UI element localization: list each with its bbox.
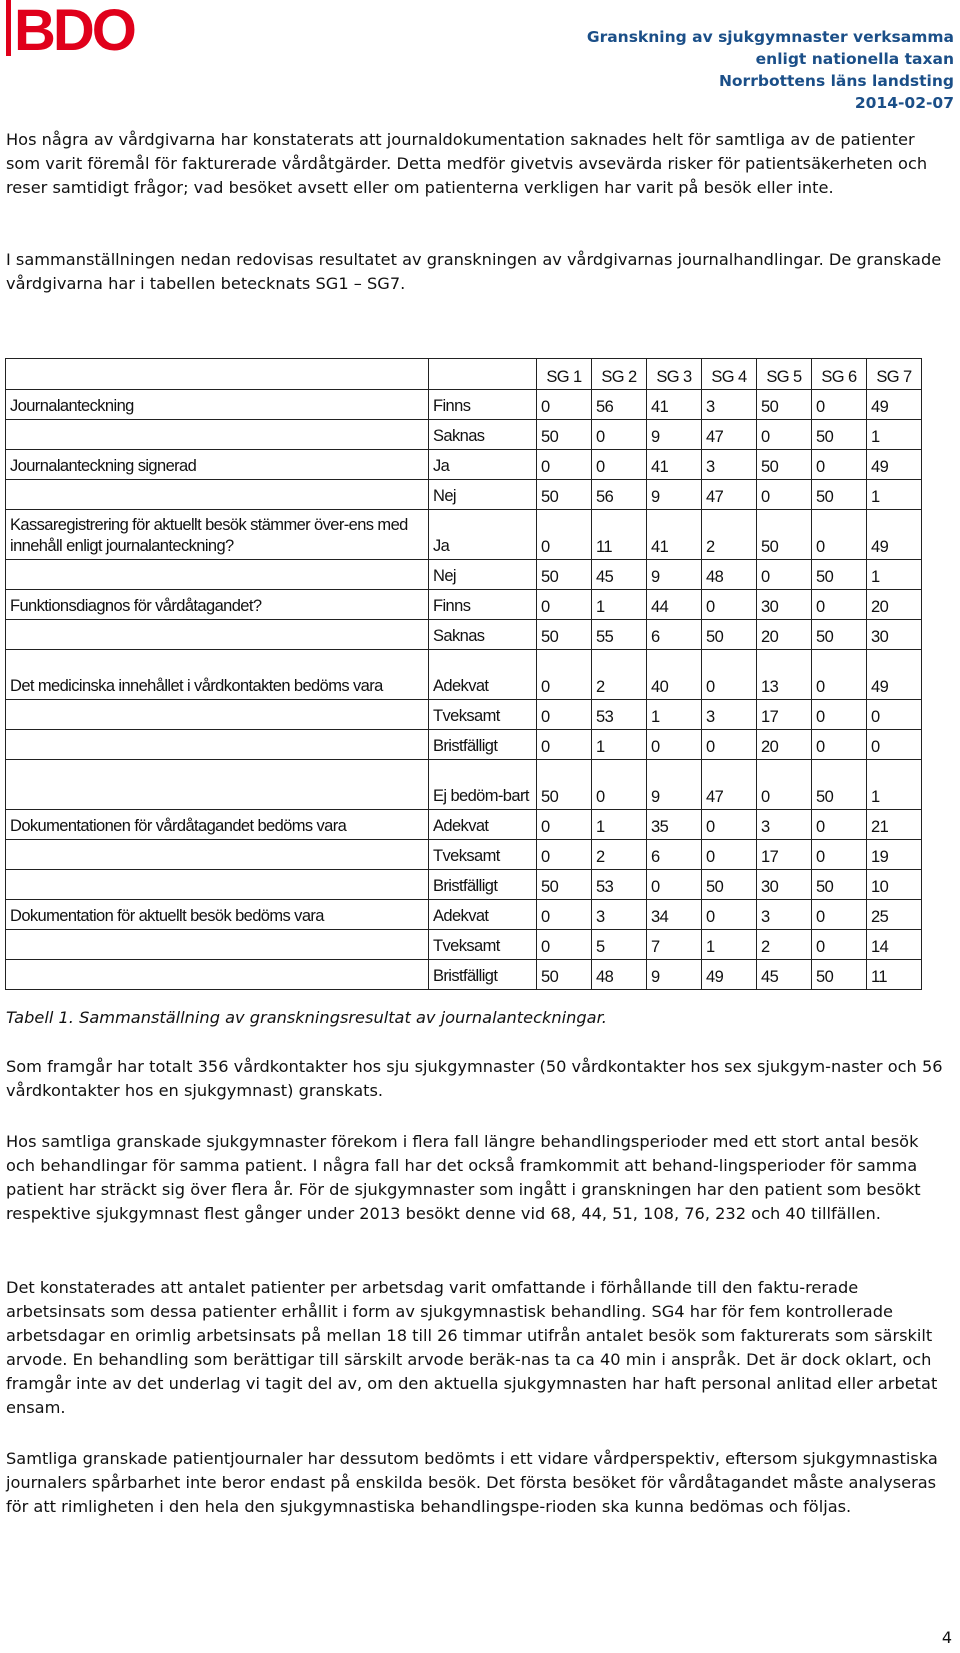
value-cell: 56 [592,390,647,420]
value-cell: 0 [812,390,867,420]
value-cell: 0 [702,730,757,760]
row-response: Tveksamt [429,930,537,960]
bdo-logo-mark [4,0,160,62]
value-cell: 25 [867,900,922,930]
row-response: Saknas [429,620,537,650]
table-row [6,810,922,840]
logo-text: BDO [14,0,134,62]
value-cell: 30 [757,590,812,620]
header-date: 2014-02-07 [854,94,954,112]
value-cell: 0 [867,700,922,730]
value-cell: 50 [757,510,812,560]
value-cell: 50 [812,560,867,590]
row-response: Nej [429,480,537,510]
value-cell: 0 [647,730,702,760]
value-cell: 50 [537,960,592,990]
value-cell: 0 [592,760,647,810]
value-cell: 0 [867,730,922,760]
value-cell: 50 [812,960,867,990]
value-cell: 0 [702,900,757,930]
value-cell: 19 [867,840,922,870]
value-cell: 2 [592,650,647,700]
body-paragraph-2: Hos samtliga granskade sjukgymnaster förekom i flera fall längre behandlingsperioder med ett stort antal besök och behandlingar för samma patient. I några fall har det också framkommit att behand-lingsperioder för samma patient har sträckt sig över flera år. För de sjukgymnaster som ingått i granskningen har den patient som besökt respektive sjukgymnast flest gånger under 2013 besökt denne vid 68, 44, 51, 108, 76, 232 och 40 tillfällen. [6,1132,921,1223]
value-cell: 0 [812,900,867,930]
value-cell: 17 [757,840,812,870]
row-response: Bristfälligt [429,870,537,900]
value-cell: 9 [647,760,702,810]
row-label: Det medicinska innehållet i vårdkontakten bedöms vara [6,650,429,700]
body-paragraph-4: Samtliga granskade patientjournaler har dessutom bedömts i ett vidare vårdperspektiv, eftersom sjukgymnastiska journalers spårbarhet inte beror endast på enskilda besök. Det första besöket för vårdåtagandet måste analyseras för att rimligheten i den hela den sjukgymnastiska behandlingspe-rioden ska kunna bedömas och följas. [6,1449,938,1516]
table-row [6,560,922,590]
table-header-row [6,359,922,390]
results-table [5,358,922,990]
value-cell: 0 [757,560,812,590]
header-title-line2: enligt nationella taxan [755,50,954,68]
row-label [6,930,429,960]
table-row [6,870,922,900]
value-cell: 0 [592,420,647,450]
value-cell: 50 [812,870,867,900]
row-response: Saknas [429,420,537,450]
bdo-logo [4,0,160,62]
header-empty-cell [6,359,429,390]
table-caption: Tabell 1. Sammanställning av granskningsresultat av journalanteckningar. [6,1008,607,1027]
row-label: Funktionsdiagnos för vårdåtagandet? [6,590,429,620]
value-cell: 11 [592,510,647,560]
value-cell: 0 [812,510,867,560]
value-cell: 3 [592,900,647,930]
row-label [6,420,429,450]
value-cell: 1 [592,730,647,760]
header-empty-cell [429,359,537,390]
value-cell: 3 [702,390,757,420]
value-cell: 1 [867,560,922,590]
value-cell: 0 [812,450,867,480]
value-cell: 50 [537,620,592,650]
value-cell: 0 [812,840,867,870]
row-response: Finns [429,390,537,420]
value-cell: 9 [647,480,702,510]
value-cell: 9 [647,420,702,450]
value-cell: 50 [812,620,867,650]
value-cell: 14 [867,930,922,960]
value-cell: 0 [537,390,592,420]
value-cell: 41 [647,510,702,560]
value-cell: 49 [867,650,922,700]
value-cell: 0 [757,420,812,450]
value-cell: 50 [537,760,592,810]
table-row [6,760,922,810]
value-cell: 2 [757,930,812,960]
value-cell: 53 [592,700,647,730]
row-label: Kassaregistrering för aktuellt besök stämmer över-ens med innehåll enligt journalanteckning? [6,510,429,560]
table-row [6,450,922,480]
value-cell: 49 [702,960,757,990]
value-cell: 0 [537,840,592,870]
row-response: Adekvat [429,650,537,700]
value-cell: 47 [702,480,757,510]
intro-paragraph-1: Hos några av vårdgivarna har konstaterats att journaldokumentation saknades helt för samtliga av de patienter som varit föremål för fakturerade vårdåtgärder. Detta medför givetvis avsevärda risker för patientsäkerheten och reser samtidigt frågor; vad besöket avsett eller om patienterna verkligen har varit på besök eller inte. [6,130,928,197]
value-cell: 20 [757,730,812,760]
value-cell: 0 [537,900,592,930]
row-label [6,840,429,870]
row-label: Journalanteckning signerad [6,450,429,480]
intro-paragraph-2: I sammanställningen nedan redovisas resultatet av granskningen av vårdgivarnas journalhandlingar. De granskade vårdgivarna har i tabellen betecknats SG1 – SG7. [6,250,942,293]
row-response: Adekvat [429,810,537,840]
row-response: Bristfälligt [429,730,537,760]
value-cell: 49 [867,510,922,560]
value-cell: 50 [537,870,592,900]
table-row [6,930,922,960]
value-cell: 40 [647,650,702,700]
body-paragraph-3: Det konstaterades att antalet patienter per arbetsdag varit omfattande i förhållande till den faktu-rerade arbetsinsats som dessa patienter erhållit i form av sjukgymnastisk behandling. SG4 har för fem kontrollerade arbetsdagar en orimlig arbetsinsats på mellan 18 till 26 timmar utifrån antalet besök som fakturerats som särskilt arvode. En behandling som berättigar till särskilt arvode beräk-nas ta ca 40 min i anspråk. Det är dock oklart, och framgår inte av det underlag vi tagit del av, om den aktuella sjukgymnasten har haft personal anlitad eller arbetat ensam. [6,1278,938,1417]
table-row [6,730,922,760]
table-row [6,900,922,930]
value-cell: 20 [757,620,812,650]
row-label: Dokumentation för aktuellt besök bedöms vara [6,900,429,930]
value-cell: 50 [702,620,757,650]
value-cell: 6 [647,840,702,870]
column-header: SG 4 [702,359,757,390]
table-row [6,510,922,560]
value-cell: 56 [592,480,647,510]
row-label [6,560,429,590]
value-cell: 0 [757,760,812,810]
value-cell: 0 [812,930,867,960]
row-label [6,760,429,810]
row-response: Finns [429,590,537,620]
value-cell: 1 [867,760,922,810]
value-cell: 20 [867,590,922,620]
value-cell: 50 [812,760,867,810]
value-cell: 2 [702,510,757,560]
row-label: Dokumentationen för vårdåtagandet bedöms vara [6,810,429,840]
value-cell: 53 [592,870,647,900]
value-cell: 11 [867,960,922,990]
value-cell: 50 [757,450,812,480]
value-cell: 2 [592,840,647,870]
value-cell: 48 [702,560,757,590]
value-cell: 21 [867,810,922,840]
value-cell: 30 [867,620,922,650]
value-cell: 0 [537,810,592,840]
value-cell: 0 [812,700,867,730]
row-response: Nej [429,560,537,590]
value-cell: 0 [812,730,867,760]
value-cell: 3 [702,450,757,480]
value-cell: 0 [537,700,592,730]
value-cell: 34 [647,900,702,930]
value-cell: 49 [867,450,922,480]
value-cell: 0 [647,870,702,900]
column-header: SG 3 [647,359,702,390]
row-response: Tveksamt [429,700,537,730]
column-header: SG 7 [867,359,922,390]
header-title-line1: Granskning av sjukgymnaster verksamma [586,28,954,46]
value-cell: 13 [757,650,812,700]
row-response: Ja [429,450,537,480]
value-cell: 9 [647,560,702,590]
value-cell: 3 [757,810,812,840]
value-cell: 0 [537,930,592,960]
row-label [6,620,429,650]
value-cell: 0 [592,450,647,480]
value-cell: 9 [647,960,702,990]
value-cell: 1 [867,420,922,450]
value-cell: 0 [537,730,592,760]
value-cell: 50 [812,480,867,510]
value-cell: 10 [867,870,922,900]
value-cell: 1 [592,810,647,840]
value-cell: 0 [702,650,757,700]
table-row [6,620,922,650]
value-cell: 0 [537,450,592,480]
value-cell: 3 [757,900,812,930]
table-row [6,420,922,450]
value-cell: 45 [757,960,812,990]
row-label [6,730,429,760]
value-cell: 50 [537,480,592,510]
value-cell: 47 [702,760,757,810]
value-cell: 0 [757,480,812,510]
value-cell: 0 [537,510,592,560]
value-cell: 0 [702,840,757,870]
row-response: Ej bedöm-bart [429,760,537,810]
value-cell: 44 [647,590,702,620]
value-cell: 17 [757,700,812,730]
value-cell: 0 [702,590,757,620]
table-row [6,700,922,730]
row-label [6,480,429,510]
value-cell: 55 [592,620,647,650]
value-cell: 45 [592,560,647,590]
value-cell: 48 [592,960,647,990]
value-cell: 1 [702,930,757,960]
row-response: Bristfälligt [429,960,537,990]
value-cell: 1 [647,700,702,730]
value-cell: 0 [537,590,592,620]
body-paragraph-1: Som framgår har totalt 356 vårdkontakter hos sju sjukgymnaster (50 vårdkontakter hos sex sjukgym-naster och 56 vårdkontakter hos en sjukgymnast) granskats. [6,1057,943,1100]
table-row [6,590,922,620]
row-response: Ja [429,510,537,560]
row-response: Adekvat [429,900,537,930]
table-row [6,840,922,870]
value-cell: 30 [757,870,812,900]
value-cell: 6 [647,620,702,650]
row-label: Journalanteckning [6,390,429,420]
column-header: SG 1 [537,359,592,390]
value-cell: 50 [537,420,592,450]
value-cell: 0 [812,590,867,620]
column-header: SG 5 [757,359,812,390]
column-header: SG 2 [592,359,647,390]
table-row [6,480,922,510]
value-cell: 1 [867,480,922,510]
value-cell: 49 [867,390,922,420]
value-cell: 47 [702,420,757,450]
row-label [6,960,429,990]
table-row [6,650,922,700]
header-title-line3: Norrbottens läns landsting [718,72,954,90]
value-cell: 7 [647,930,702,960]
value-cell: 1 [592,590,647,620]
value-cell: 0 [702,810,757,840]
value-cell: 35 [647,810,702,840]
table-row [6,390,922,420]
value-cell: 0 [537,650,592,700]
page-number: 4 [941,1628,952,1647]
column-header: SG 6 [812,359,867,390]
value-cell: 50 [812,420,867,450]
value-cell: 5 [592,930,647,960]
row-label [6,700,429,730]
value-cell: 50 [757,390,812,420]
table-row [6,960,922,990]
value-cell: 50 [537,560,592,590]
value-cell: 50 [702,870,757,900]
row-label [6,870,429,900]
value-cell: 0 [812,810,867,840]
value-cell: 0 [812,650,867,700]
value-cell: 3 [702,700,757,730]
value-cell: 41 [647,390,702,420]
document-header [587,26,954,114]
value-cell: 41 [647,450,702,480]
row-response: Tveksamt [429,840,537,870]
